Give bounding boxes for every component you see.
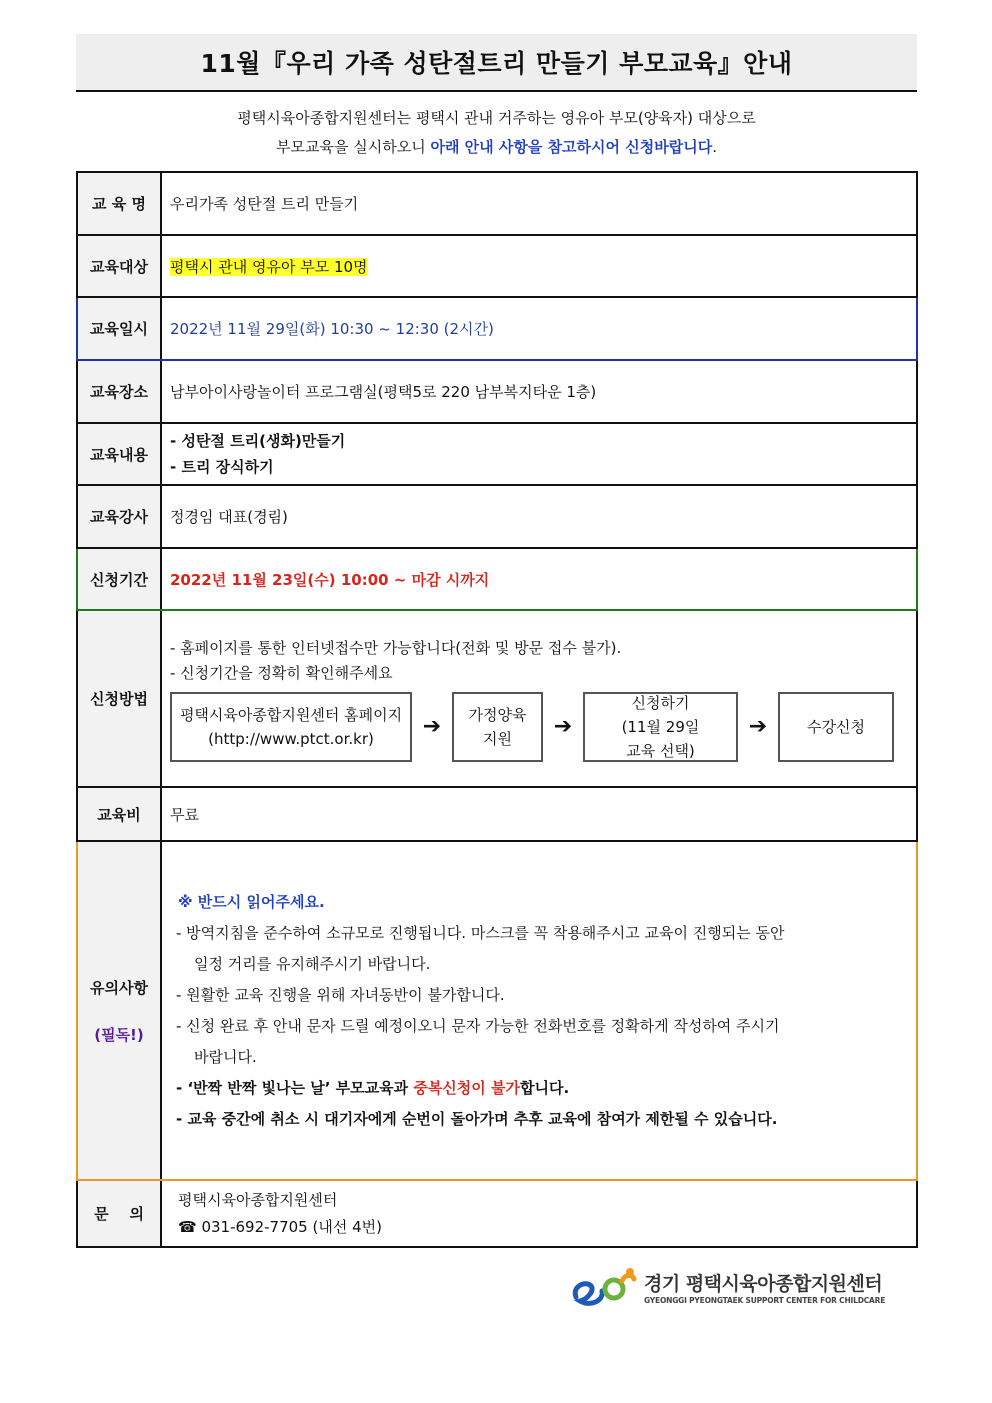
label-instructor: 교육강사 bbox=[77, 485, 161, 548]
note-bold-1-red: 중복신청이 불가 bbox=[413, 1078, 520, 1097]
row-fee bbox=[77, 787, 917, 841]
note-item-1: - 방역지침을 준수하여 소규모로 진행됩니다. 마스크를 꼭 착용해주시고 교육이 진행되는 동안 bbox=[176, 923, 785, 942]
note-bold-1 bbox=[176, 1073, 908, 1104]
value-target: 평택시 관내 영유아 부모 10명 bbox=[170, 257, 368, 276]
row-period bbox=[77, 548, 917, 610]
note-item-2: - 원활한 교육 진행을 위해 자녀동반이 불가합니다. bbox=[176, 985, 505, 1004]
content-item-1: - 성탄절 트리(생화)만들기 bbox=[170, 432, 346, 450]
notes-heading: ※ 반드시 읽어주세요. bbox=[178, 892, 325, 911]
intro-line-2-highlight: 아래 안내 사항을 참고하시어 신청바랍니다 bbox=[430, 138, 713, 156]
label-contact: 문 의 bbox=[77, 1180, 161, 1247]
label-notes-sub: (필독!) bbox=[94, 1025, 144, 1044]
intro-line-2 bbox=[76, 133, 917, 162]
phone-icon: ☎ bbox=[178, 1217, 197, 1236]
step-home-care-line2: 지원 bbox=[483, 729, 512, 748]
label-datetime: 교육일시 bbox=[77, 297, 161, 360]
title-banner bbox=[76, 34, 917, 92]
contact-org: 평택시육아종합지원센터 bbox=[178, 1190, 338, 1209]
label-place: 교육장소 bbox=[77, 360, 161, 423]
note-bold-1-post: 합니다. bbox=[519, 1078, 570, 1097]
step-homepage bbox=[170, 692, 412, 762]
label-notes: 유의사항 bbox=[90, 978, 148, 997]
label-method: 신청방법 bbox=[77, 610, 161, 787]
method-flow bbox=[170, 692, 908, 762]
row-notes bbox=[77, 841, 917, 1180]
footer-name-en: GYEONGGI PYEONGTAEK SUPPORT CENTER FOR CHILDCARE bbox=[644, 1296, 886, 1305]
row-content bbox=[77, 423, 917, 485]
row-target bbox=[77, 235, 917, 297]
step-apply-line2: (11월 29일 bbox=[621, 717, 700, 736]
label-content: 교육내용 bbox=[77, 423, 161, 485]
step-homepage-line1: 평택시육아종합지원센터 홈페이지 bbox=[179, 705, 403, 724]
step-enroll bbox=[778, 692, 894, 762]
row-datetime bbox=[77, 297, 917, 360]
step-enroll-line1: 수강신청 bbox=[807, 717, 865, 736]
intro-text bbox=[76, 104, 917, 162]
row-method bbox=[77, 610, 917, 787]
row-instructor bbox=[77, 485, 917, 548]
intro-line-1: 평택시육아종합지원센터는 평택시 관내 거주하는 영유아 부모(양육자) 대상으로 bbox=[237, 109, 756, 127]
value-place: 남부아이사랑놀이터 프로그램실(평택5로 220 남부복지타운 1층) bbox=[161, 360, 917, 423]
page-title: 11월『우리 가족 성탄절트리 만들기 부모교육』안내 bbox=[200, 49, 793, 78]
intro-line-2-plain: 부모교육을 실시하오니 bbox=[276, 138, 431, 156]
footer-logo bbox=[570, 1264, 920, 1310]
row-name bbox=[77, 172, 917, 235]
value-period: 2022년 11월 23일(수) 10:00 ~ 마감 시까지 bbox=[161, 548, 917, 610]
label-name: 교 육 명 bbox=[77, 172, 161, 235]
arrow-icon: ➔ bbox=[553, 714, 573, 739]
step-home-care-line1: 가정양육 bbox=[468, 705, 527, 724]
value-instructor: 정경임 대표(경림) bbox=[161, 485, 917, 548]
content-item-2: - 트리 장식하기 bbox=[170, 458, 274, 476]
step-homepage-line2: (http://www.ptct.or.kr) bbox=[208, 729, 374, 748]
center-logo-icon bbox=[570, 1265, 638, 1309]
footer-name-ko: 경기 평택시육아종합지원센터 bbox=[644, 1273, 883, 1295]
note-item-3-cont: 바랍니다. bbox=[194, 1047, 257, 1066]
value-fee: 무료 bbox=[161, 787, 917, 841]
label-fee: 교육비 bbox=[77, 787, 161, 841]
step-apply-line3: 교육 선택) bbox=[626, 741, 695, 760]
row-place bbox=[77, 360, 917, 423]
method-line-2: - 신청기간을 정확히 확인해주세요 bbox=[170, 663, 393, 682]
note-bold-1-pre: - ‘반짝 반짝 빛나는 날’ 부모교육과 bbox=[176, 1078, 414, 1097]
step-apply bbox=[583, 692, 738, 762]
arrow-icon: ➔ bbox=[422, 714, 442, 739]
note-item-3: - 신청 완료 후 안내 문자 드릴 예정이오니 문자 가능한 전화번호를 정확하게 작성하여 주시기 bbox=[176, 1016, 780, 1035]
method-line-1: - 홈페이지를 통한 인터넷접수만 가능합니다(전화 및 방문 접수 불가). bbox=[170, 638, 622, 657]
value-name: 우리가족 성탄절 트리 만들기 bbox=[161, 172, 917, 235]
label-period: 신청기간 bbox=[77, 548, 161, 610]
intro-line-2-end: . bbox=[712, 138, 717, 156]
note-item-1-cont: 일정 거리를 유지해주시기 바랍니다. bbox=[194, 954, 431, 973]
step-home-care bbox=[452, 692, 543, 762]
step-apply-line1: 신청하기 bbox=[631, 693, 690, 712]
value-datetime: 2022년 11월 29일(화) 10:30 ~ 12:30 (2시간) bbox=[161, 297, 917, 360]
note-bold-2: - 교육 중간에 취소 시 대기자에게 순번이 돌아가며 추후 교육에 참여가 제한될 수 있습니다. bbox=[176, 1109, 778, 1128]
contact-phone: 031-692-7705 (내선 4번) bbox=[201, 1217, 382, 1236]
row-contact bbox=[77, 1180, 917, 1247]
info-table bbox=[76, 171, 918, 1248]
arrow-icon: ➔ bbox=[748, 714, 768, 739]
label-target: 교육대상 bbox=[77, 235, 161, 297]
